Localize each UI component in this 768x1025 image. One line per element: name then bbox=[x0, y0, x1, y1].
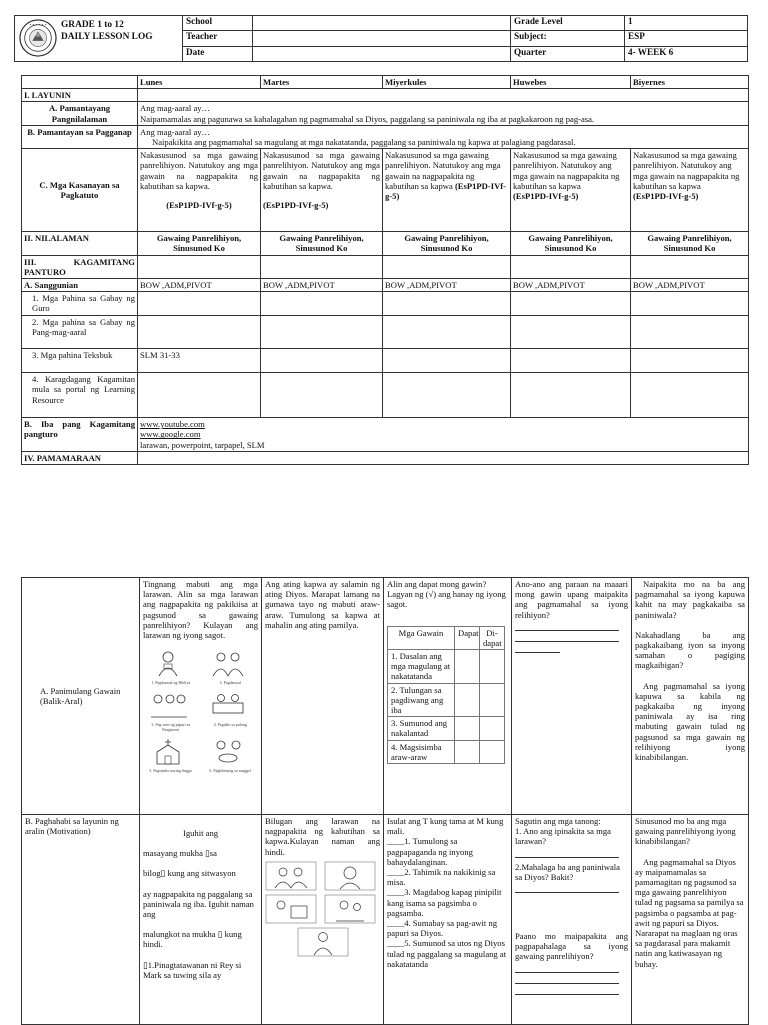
picture-4: 4. Pagdalo sa pulong bbox=[203, 689, 259, 731]
kasanayan-biyernes: Nakasusunod sa mga gawaing panrelihiyon. Natutukoy ang mga gawain na nagpapakita ng kabutihan sa kapwa (EsP1PD-IVf-g-5) bbox=[631, 149, 749, 232]
answer-line[interactable] bbox=[515, 985, 619, 995]
pamantayang-label: A. Pamantayang Pangnilalaman bbox=[22, 102, 138, 125]
paghahabi-label: B. Paghahabi sa layunin ng aralin (Motivation) bbox=[22, 815, 140, 1025]
kasanayan-lunes: Nakasusunod sa mga gawaing panrelihiyon. Natutukoy ang mga gawain na nagpapakita ng kabutihan sa kapwa. (EsP1PD-IVf-g-5) bbox=[138, 149, 261, 232]
b-miyerkules: Isulat ang T kung tama at M kung mali. ____1. Tumulong sa pagpapaganda ng inyong bahaydalanginan. ____2. Tahimik na nakikinig sa misa. ____3. Magdabog kapag pinipilit kang isama sa pagsimba o pagsamba. ____4. Sumabay sa pag-awit ng papuri sa Diyos. ____5. Sumunod sa utos ng Diyos tulad ng paggalang sa magulang at nakatatanda bbox=[384, 815, 512, 1025]
answer-line[interactable] bbox=[515, 848, 619, 858]
school-label: School bbox=[183, 16, 253, 31]
answer-line[interactable] bbox=[515, 974, 619, 984]
b-lunes: Iguhit ang masayang mukha ▯sa bilog▯ kung ang sitwasyon ay nagpapakita ng paggalang sa paniniwala ng iba. Iguhit naman ang malungkot na mukha ▯ kung hindi. ▯1.Pinagtatawanan ni Rey si Mark sa tuwing sila ay bbox=[140, 815, 262, 1025]
answer-line[interactable] bbox=[515, 883, 619, 893]
answer-line[interactable] bbox=[515, 963, 619, 973]
kagamitan-label: III. KAGAMITANG PANTURO bbox=[22, 255, 138, 278]
day-miyerkules: Miyerkules bbox=[383, 76, 511, 89]
kasanayan-huwebes: Nakasusunod sa mga gawaing panrelihiyon. Natutukoy ang mga gawain na nagpapakita ng kabutihan sa kapwa (EsP1PD-IVf-g-5) bbox=[511, 149, 631, 232]
iba-content bbox=[138, 418, 749, 452]
a-miyerkules: Alin ang dapat mong gawin? Lagyan ng (√) ang hanay ng iyong sagot. Mga Gawain Dapat Di-dapat 1. Dasalan ang mga magulang at nakatatanda 2. Tulungan sa pagdiwang ang iba 3. Sumunod ang nakalantad 4. Magsisimba araw-araw bbox=[384, 578, 512, 815]
quarter-value: 4- WEEK 6 bbox=[625, 46, 748, 61]
baptism-icon bbox=[203, 736, 253, 766]
kasanayan-label: C. Mga Kasanayan sa Pagkatuto bbox=[22, 149, 138, 232]
sanggunian-martes: BOW ,ADM,PIVOT bbox=[261, 279, 383, 292]
helping-picture-3-icon[interactable] bbox=[265, 894, 317, 924]
teksbuk-lunes: SLM 31-33 bbox=[138, 349, 261, 373]
pamantayang-content: Ang mag-aaral ay… Naipamamalas ang pagunawa sa kahalagahan ng pagmamahal sa Diyos, paggalang sa paniniwala ng iba at pagkakaroon ng pag-asa. bbox=[138, 102, 749, 125]
school-value[interactable] bbox=[253, 16, 511, 31]
subject-label: Subject: bbox=[511, 31, 625, 46]
a-biyernes: Naipakita mo na ba ang pagmamahal sa iyong kapuwa kahit na may pagkakaiba sa paniniwala? Nakahadlang ba ang pagkakaibang iyon sa inyong samahan o pagiging magkaibigan? Ang pagmamahal sa iyong kapuwa sa kabila ng pagkakaiba ng inyong paniniwala ay isa ring mabuting gawain tulad ng pagsunod sa mga gawain ng relihiyong iyong kinabibilangan. bbox=[632, 578, 749, 815]
sanggunian-miyerkules: BOW ,ADM,PIVOT bbox=[383, 279, 511, 292]
teacher-value[interactable] bbox=[253, 31, 511, 46]
google-link[interactable]: www.google.com bbox=[140, 429, 201, 440]
kasanayan-miyerkules: Nakasusunod sa mga gawaing panrelihiyon. Natutukoy ang mga gawain na nagpapakita ng kabutihan sa kapwa (EsP1PD-IVf-g-5) bbox=[383, 149, 511, 232]
gabay-guro-label: 1. Mga Pahina sa Gabay ng Guro bbox=[22, 292, 138, 316]
family-praying-icon bbox=[203, 648, 253, 678]
picture-2: 2. Pagdarasal bbox=[203, 648, 259, 685]
youtube-link[interactable]: www.youtube.com bbox=[140, 419, 205, 430]
nilalaman-lunes: Gawaing Panrelihiyon, Sinusunod Ko bbox=[138, 232, 261, 255]
day-lunes: Lunes bbox=[138, 76, 261, 89]
helping-picture-2-icon[interactable] bbox=[324, 861, 376, 891]
logo-cell bbox=[15, 16, 183, 62]
quarter-label: Quarter bbox=[511, 46, 625, 61]
teacher-label: Teacher bbox=[183, 31, 253, 46]
helping-picture-5-icon[interactable] bbox=[297, 927, 349, 957]
church-icon bbox=[143, 736, 193, 766]
sanggunian-lunes: BOW ,ADM,PIVOT bbox=[138, 279, 261, 292]
helping-picture-4-icon[interactable] bbox=[324, 894, 376, 924]
nilalaman-huwebes: Gawaing Panrelihiyon, Sinusunod Ko bbox=[511, 232, 631, 255]
sanggunian-huwebes: BOW ,ADM,PIVOT bbox=[511, 279, 631, 292]
answer-line[interactable] bbox=[515, 621, 619, 631]
sanggunian-label: A. Sanggunian bbox=[22, 279, 138, 292]
karagdagang-label: 4. Karagdagang Kagamitan mula sa portal ng Learning Resource bbox=[22, 373, 138, 418]
b-martes: Bilugan ang larawan na nagpapakita ng kabutihan sa kapwa.Kulayan naman ang hindi. bbox=[262, 815, 384, 1025]
lunes-picture-grid bbox=[143, 648, 258, 773]
picture-6: 6. Pagbibinyag sa sanggol bbox=[203, 736, 259, 773]
answer-line[interactable] bbox=[515, 632, 619, 642]
a-lunes: Tingnang mabuti ang mga larawan. Alin sa mga larawan ang nagpapakita ng pakikiisa at pagsunod sa gawaing panrelihiyon? Kulayan ang larawan ng iyong sagot. 1. Pagdarasal ng Bibliya 2. Pagdarasal 3. Pag-awit ng papuri sa Panginoon 4. Pagdalo sa pulong 5. Pagsimba tuwing linggo 6. Pagbibinyag sa sanggol bbox=[140, 578, 262, 815]
sanggunian-biyernes: BOW ,ADM,PIVOT bbox=[631, 279, 749, 292]
gabay-mag-aaral-label: 2. Mga pahina sa Gabay ng Pang-mag-aaral bbox=[22, 316, 138, 349]
answer-line[interactable] bbox=[515, 643, 560, 653]
teksbuk-label: 3. Mga pahina Teksbuk bbox=[22, 349, 138, 373]
grade-level-label: Grade Level bbox=[511, 16, 625, 31]
day-biyernes: Biyernes bbox=[631, 76, 749, 89]
singing-children-icon bbox=[143, 689, 193, 719]
nilalaman-martes: Gawaing Panrelihiyon, Sinusunod Ko bbox=[261, 232, 383, 255]
helping-picture-1-icon[interactable] bbox=[265, 861, 317, 891]
dapat-table: Mga Gawain Dapat Di-dapat 1. Dasalan ang mga magulang at nakatatanda 2. Tulungan sa pagdiwang ang iba 3. Sumunod ang nakalantad 4. Magsisimba araw-araw bbox=[387, 626, 505, 764]
picture-1: 1. Pagdarasal ng Bibliya bbox=[143, 648, 199, 685]
corner-cell bbox=[22, 76, 138, 89]
title-line-2: DAILY LESSON LOG bbox=[61, 31, 153, 42]
day-martes: Martes bbox=[261, 76, 383, 89]
iba-label: B. Iba pang Kagamitang pangturo bbox=[22, 418, 138, 452]
subject-value: ESP bbox=[625, 31, 748, 46]
meeting-icon bbox=[203, 689, 253, 719]
date-value[interactable] bbox=[253, 46, 511, 61]
svg-text:• • • • • •: • • • • • • bbox=[29, 23, 47, 28]
day-huwebes: Huwebes bbox=[511, 76, 631, 89]
martes-picture-grid bbox=[265, 861, 380, 957]
layunin-heading: I. LAYUNIN bbox=[22, 89, 138, 102]
praying-child-icon bbox=[143, 648, 193, 678]
header-table bbox=[14, 15, 748, 62]
date-label: Date bbox=[183, 46, 253, 61]
a-martes: Ang ating kapwa ay salamin ng ating Diyos. Marapat lamang na gumawa tayo ng mabuti araw-araw. Tumulong sa kapwa at mahalin ang ating pamilya. bbox=[262, 578, 384, 815]
picture-3: 3. Pag-awit ng papuri sa Panginoon bbox=[143, 689, 199, 731]
lesson-table bbox=[21, 75, 749, 465]
nilalaman-biyernes: Gawaing Panrelihiyon, Sinusunod Ko bbox=[631, 232, 749, 255]
title-line-1: GRADE 1 to 12 bbox=[61, 20, 124, 30]
a-huwebes: Ano-ano ang paraan na maaari mong gawin upang maipakita ang pagmamahal sa iyong relihiyon? bbox=[512, 578, 632, 815]
nilalaman-miyerkules: Gawaing Panrelihiyon, Sinusunod Ko bbox=[383, 232, 511, 255]
grade-level-value: 1 bbox=[625, 16, 748, 31]
deped-seal-icon bbox=[19, 19, 57, 57]
procedure-table bbox=[21, 577, 749, 1025]
pagganap-content: Ang mag-aaral ay… Naipakikita ang pagmamahal sa magulang at mga nakatatanda, paggalang sa paniniwala ng kapwa at palagiang pagdarasal. bbox=[138, 125, 749, 148]
kasanayan-martes: Nakasusunod sa mga gawaing panrelihiyon. Natutukoy ang mga gawain na nagpapakita ng kabutihan sa kapwa. (EsP1PD-IVf-g-5) bbox=[261, 149, 383, 232]
nilalaman-label: II. NILALAMAN bbox=[22, 232, 138, 255]
b-huwebes: Sagutin ang mga tanong: 1. Ano ang ipinakita sa mga larawan? 2.Mahalaga ba ang paniniwala sa Diyos? Bakit? Paano mo maipapakita ang pagpapahalaga sa iyong gawaing panrelihiyon? bbox=[512, 815, 632, 1025]
iba-materials: larawan, powerpoint, tarpapel, SLM bbox=[140, 439, 265, 450]
panimulang-gawain-label: A. Panimulang Gawain (Balik-Aral) bbox=[22, 578, 140, 815]
picture-5: 5. Pagsimba tuwing linggo bbox=[143, 736, 199, 773]
pagganap-label: B. Pamantayan sa Pagganap bbox=[22, 125, 138, 148]
pamamaraan-heading: IV. PAMAMARAAN bbox=[22, 451, 138, 464]
b-biyernes: Sinusunod mo ba ang mga gawaing panrelihiyong iyong kinabibilangan? Ang pagmamahal sa Diyos ay maipamamalas sa pamamagitan ng pagsunod sa mga gawaing panrelihiyon tulad ng pagsama sa pamilya sa pagsimba o pagsamba at pag-awit ng papuri sa Diyos. Nararapat na maglaan ng oras sa pagdarasal para makamit natin ang katiwasayan ng buhay. bbox=[632, 815, 749, 1025]
